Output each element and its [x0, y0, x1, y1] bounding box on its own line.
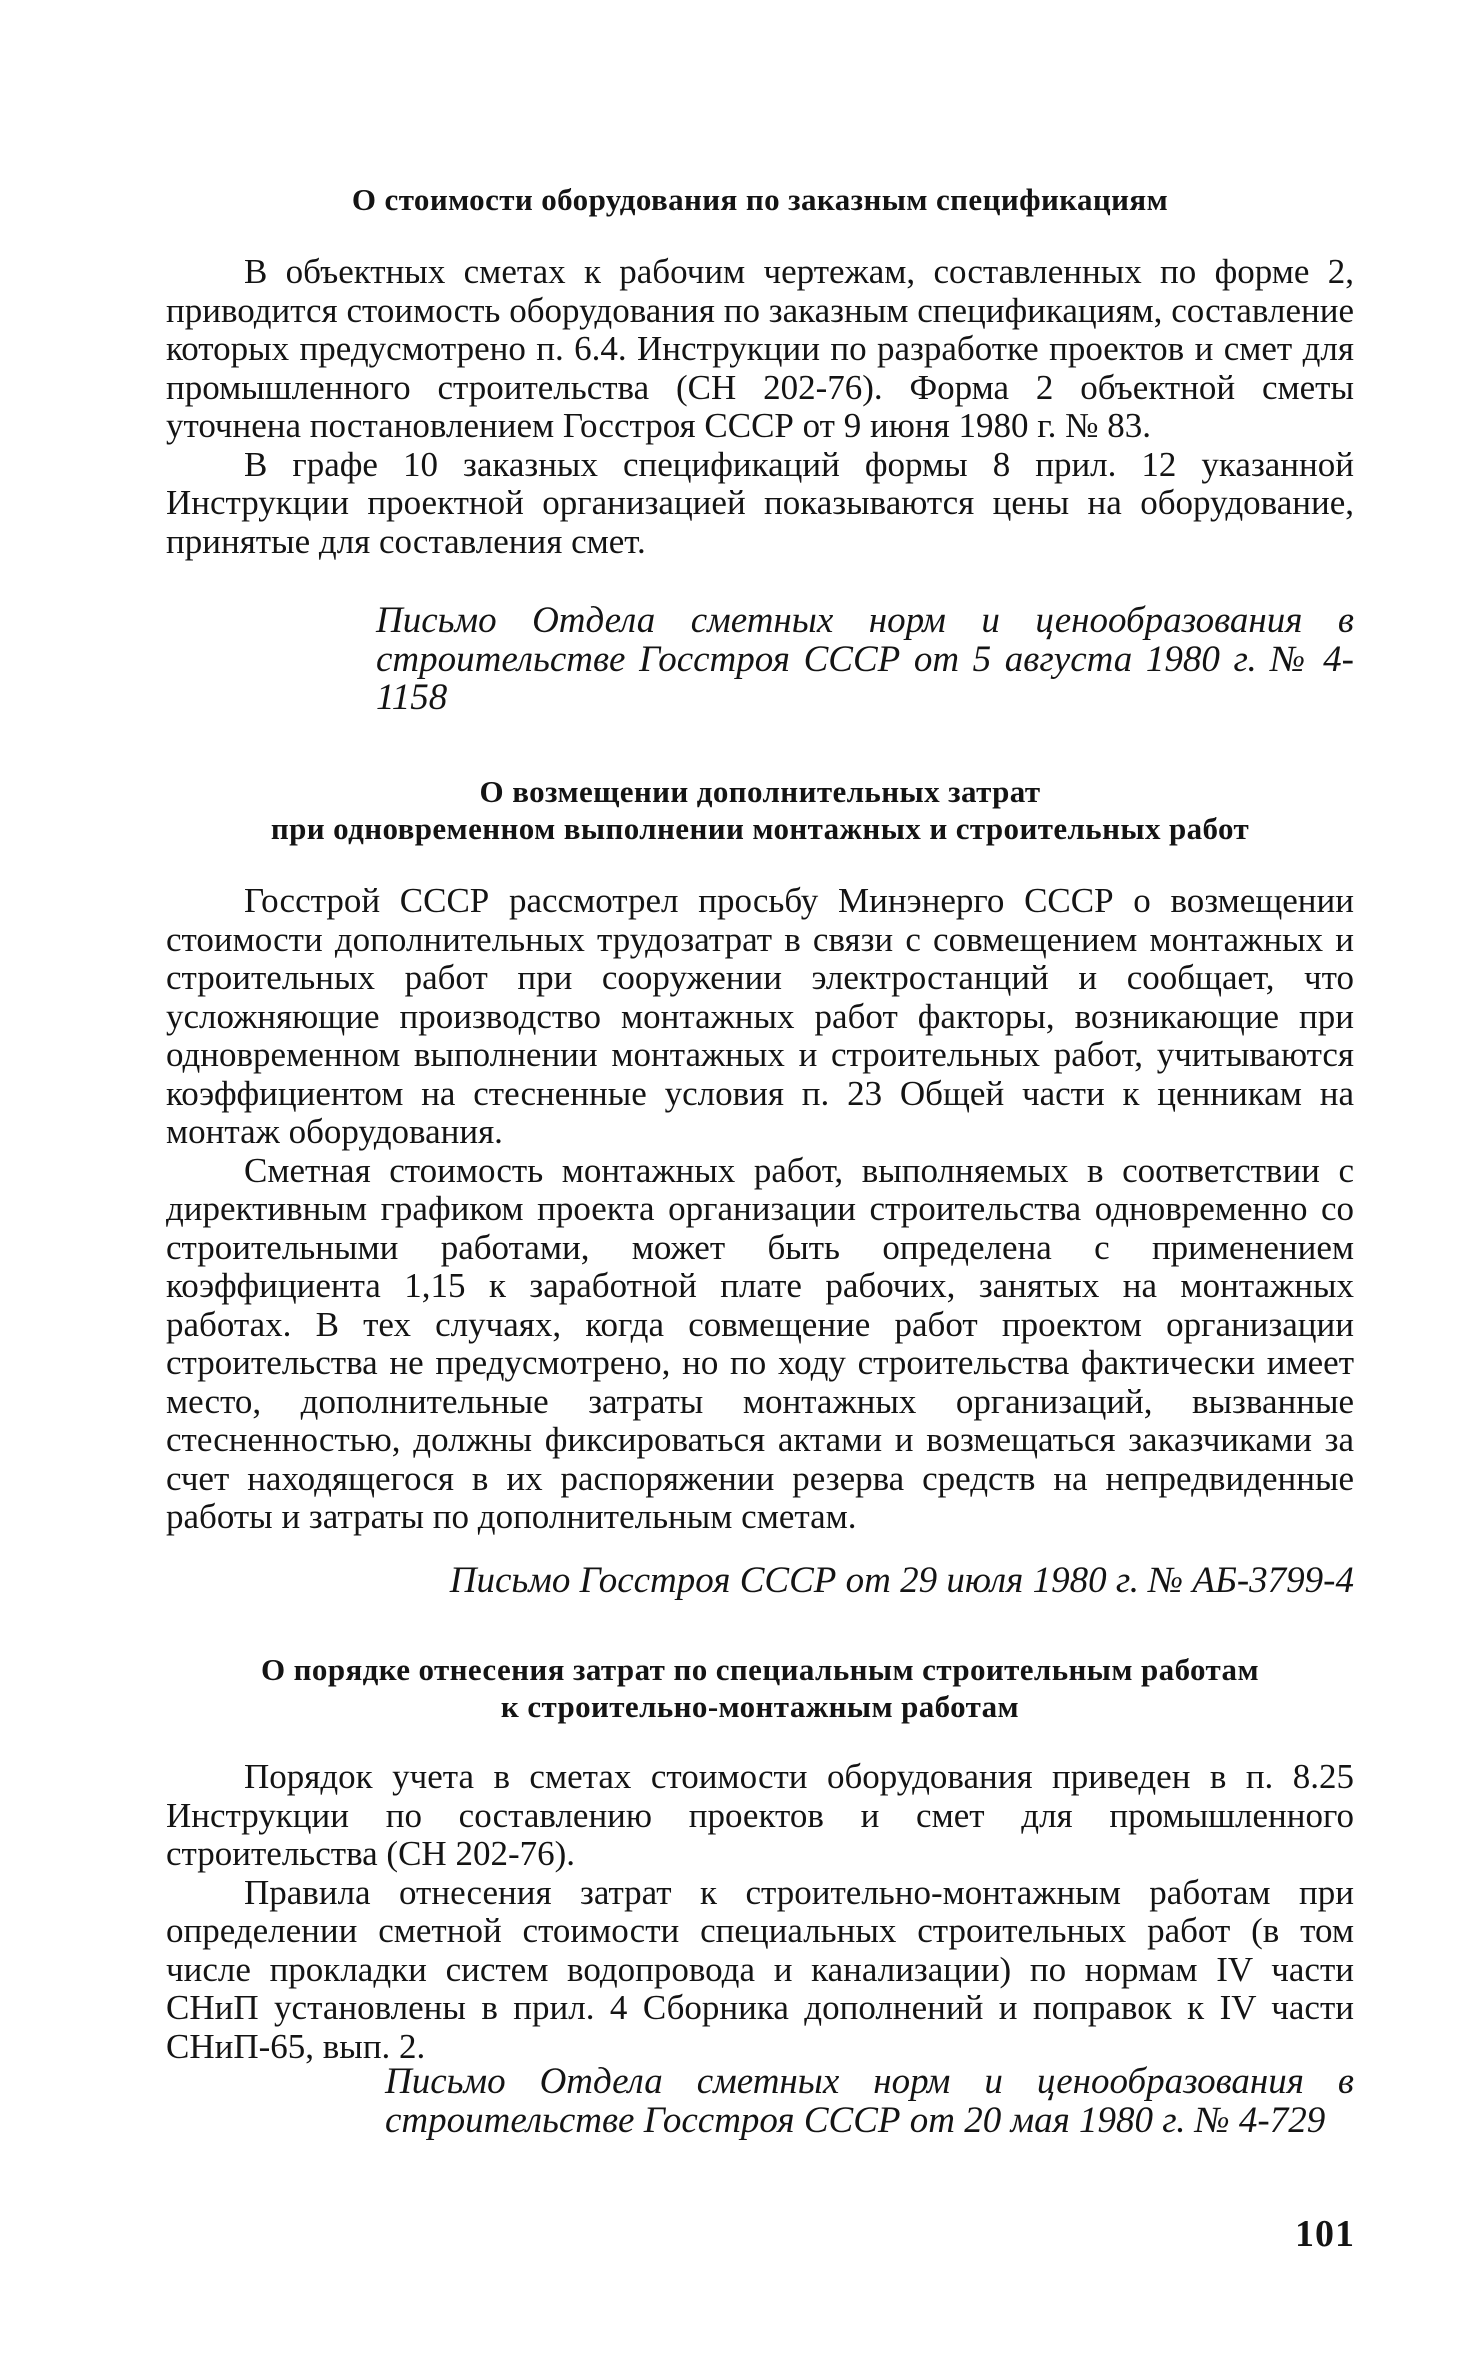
- heading-line: О порядке отнесения затрат по специальным строительным работам: [261, 1652, 1259, 1687]
- heading-line: к строительно-монтажным работам: [500, 1689, 1020, 1724]
- section-1-signature: Письмо Отдела сметных норм и ценообразования в строительстве Госстроя СССР от 5 августа 1980 г. № 4-1158: [376, 600, 1354, 718]
- paragraph: Госстрой СССР рассмотрел просьбу Минэнерго СССР о возмещении стоимости дополнительных трудозатрат в связи с совмещением монтажных и строительных работ при сооружении электростанций и сообщает, что усложняющие производство монтажных работ факторы, возникающие при одновременном выполнении монтажных и строительных работ, учитываются коэффициентом на стесненные условия п. 23 Общей части к ценникам на монтаж оборудования.: [166, 881, 1354, 1151]
- paragraph: Порядок учета в сметах стоимости оборудования приведен в п. 8.25 Инструкции по составлению проектов и смет для промышленного строительства (СН 202-76).: [166, 1757, 1354, 1873]
- heading-line: О стоимости оборудования по заказным спецификациям: [351, 182, 1169, 217]
- section-2-body: [166, 882, 1354, 1537]
- paragraph: В графе 10 заказных спецификаций формы 8 прил. 12 указанной Инструкции проектной организацией показываются цены на оборудование, принятые для составления смет.: [166, 444, 1354, 561]
- heading-line: О возмещении дополнительных затрат: [479, 774, 1041, 809]
- section-2-signature: Письмо Госстроя СССР от 29 июля 1980 г. № АБ-3799-4: [449, 1560, 1354, 1601]
- section-3-heading: [166, 1651, 1354, 1725]
- section-3-body: [166, 1758, 1354, 2066]
- paragraph: В объектных сметах к рабочим чертежам, составленных по форме 2, приводится стоимость оборудования по заказным спецификациям, составление которых предусмотрено п. 6.4. Инструкции по разработке проектов и смет для промышленного строительства (СН 202-76). Форма 2 объектной сметы уточнена постановлением Госстроя СССР от 9 июня 1980 г. № 83.: [166, 252, 1354, 445]
- section-1-heading: [166, 181, 1354, 218]
- page-number: 101: [1295, 2213, 1355, 2255]
- paragraph: Правила отнесения затрат к строительно-монтажным работам при определении сметной стоимости специальных строительных работ (в том числе прокладки систем водопровода и канализации) по нормам IV части СНиП установлены в прил. 4 Сборника дополнений и поправок к IV части СНиП-65, вып. 2.: [166, 1872, 1354, 2066]
- section-3-signature: Письмо Отдела сметных норм и ценообразования в строительстве Госстроя СССР от 20 мая 1980 г. № 4-729: [385, 2061, 1354, 2141]
- section-2-heading: [166, 773, 1354, 847]
- paragraph: Сметная стоимость монтажных работ, выполняемых в соответствии с директивным графиком проекта организации строительства одновременно со строительными работами, может быть определена с применением коэффициента 1,15 к заработной плате рабочих, занятых на монтажных работах. В тех случаях, когда совмещение работ проектом организации строительства не предусмотрено, но по ходу строительства фактически имеет место, дополнительные затраты монтажных организаций, вызванные стесненностью, должны фиксироваться актами и возмещаться заказчиками за счет находящегося в их распоряжении резерва средств на непредвиденные работы и затраты по дополнительным сметам.: [166, 1150, 1354, 1536]
- section-1-body: [166, 253, 1354, 561]
- heading-line: при одновременном выполнении монтажных и строительных работ: [270, 811, 1250, 846]
